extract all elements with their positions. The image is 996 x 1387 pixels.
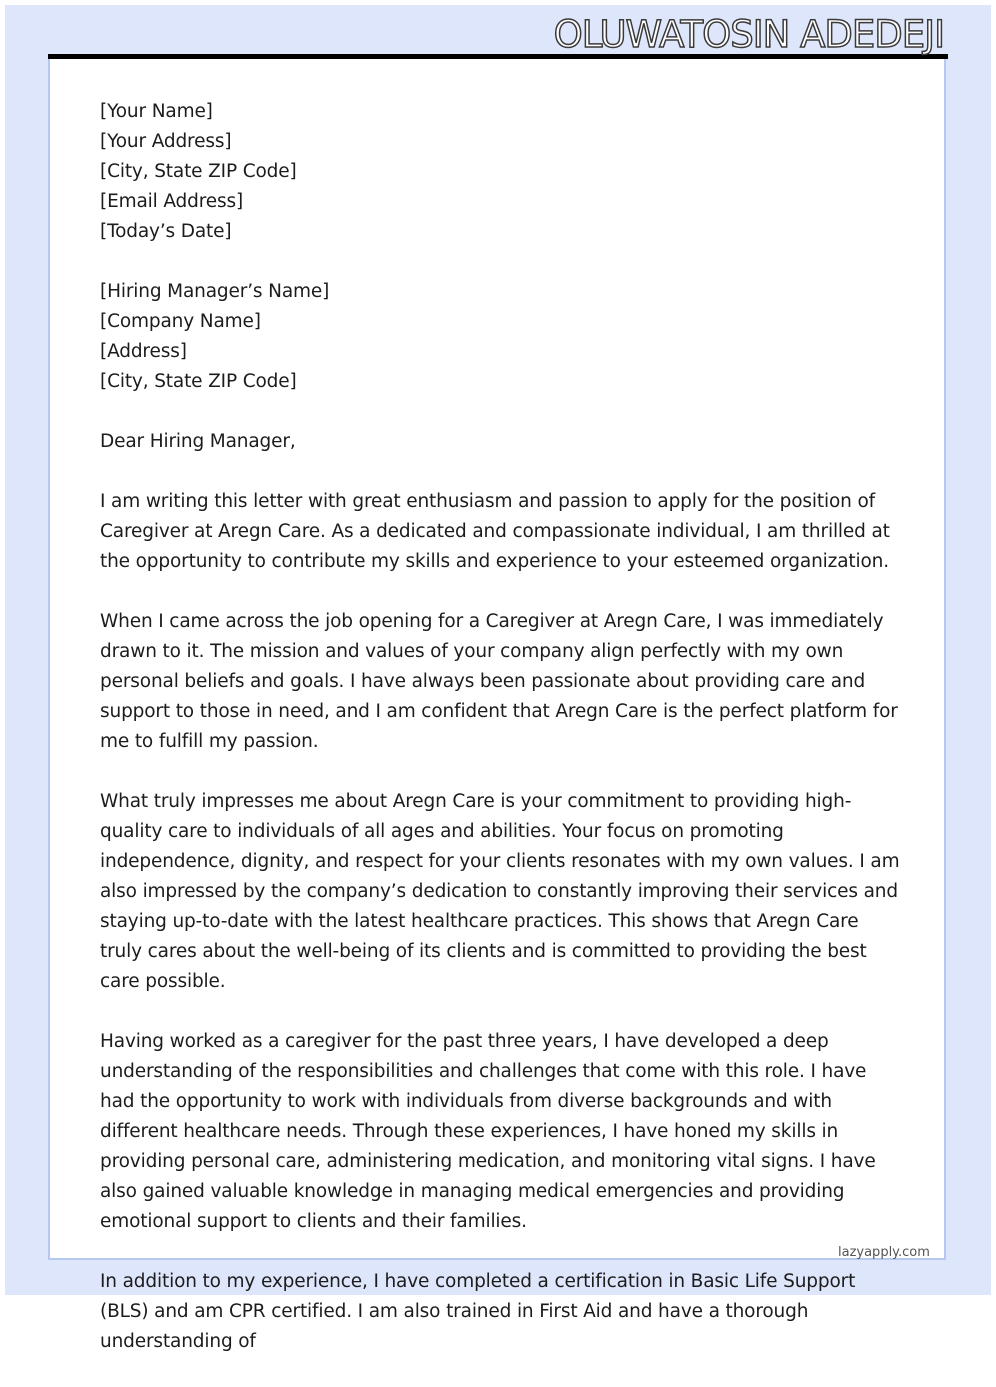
paragraph-certifications: In addition to my experience, I have completed a certification in Basic Life Support (BLS) and am CPR certified. I am also trained in First Aid and have a thorough understanding of bbox=[100, 1271, 856, 1352]
sender-date: [Today’s Date] bbox=[100, 221, 232, 242]
paragraph-company: What truly impresses me about Aregn Care is your commitment to providing high-quality care to individuals of all ages and abilities. Your focus on promoting independence, dignity, and respect for your clients resonates with my own values. I am also impressed by the company’s dedication to constantly improving their services and staying up-to-date with the latest healthcare practices. This shows that Aregn Care truly cares about the well-being of its clients and is committed to providing the best care possible. bbox=[100, 791, 900, 992]
salutation: Dear Hiring Manager, bbox=[100, 431, 296, 452]
sender-address: [Your Address] bbox=[100, 131, 232, 152]
paragraph-intro: I am writing this letter with great enthusiasm and passion to apply for the position of Caregiver at Aregn Care. As a dedicated and compassionate individual, I am thrilled at the opportunity to contribute my skills and experience to your esteemed organization. bbox=[100, 491, 890, 572]
paragraph-motivation: When I came across the job opening for a Caregiver at Aregn Care, I was immediately drawn to it. The mission and values of your company align perfectly with my own personal beliefs and goals. I have always been passionate about providing care and support to those in need, and I am confident that Aregn Care is the perfect platform for me to fulfill my passion. bbox=[100, 611, 898, 752]
paragraph-experience: Having worked as a caregiver for the past three years, I have developed a deep understanding of the responsibilities and challenges that come with this role. I have had the opportunity to work with individuals from diverse backgrounds and with different healthcare needs. Through these experiences, I have honed my skills in providing personal care, administering medication, and monitoring vital signs. I have also gained valuable knowledge in managing medical emergencies and providing emotional support to clients and their families. bbox=[100, 1031, 876, 1232]
recipient-address: [Address] bbox=[100, 341, 187, 362]
sender-email: [Email Address] bbox=[100, 191, 244, 212]
sender-city: [City, State ZIP Code] bbox=[100, 161, 297, 182]
watermark: lazyapply.com bbox=[838, 1245, 930, 1260]
recipient-company: [Company Name] bbox=[100, 311, 261, 332]
author-name: OLUWATOSIN ADEDEJI bbox=[553, 13, 944, 56]
recipient-block bbox=[100, 277, 900, 397]
cover-letter-body bbox=[100, 97, 900, 1387]
sender-name: [Your Name] bbox=[100, 101, 213, 122]
recipient-manager: [Hiring Manager’s Name] bbox=[100, 281, 330, 302]
recipient-city: [City, State ZIP Code] bbox=[100, 371, 297, 392]
sender-block bbox=[100, 97, 900, 247]
